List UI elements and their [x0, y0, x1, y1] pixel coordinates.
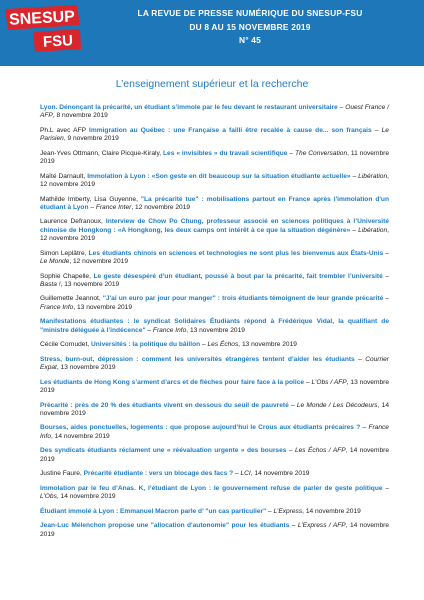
header-band	[0, 0, 424, 66]
press-entry: Ph.L avec AFP Immigration au Québec : une Française a failli être recalée à cause de... son français – Le Parisien, 9 novembre 2019	[40, 126, 389, 143]
entry-source: Ouest France / AFP	[40, 104, 389, 120]
article-link[interactable]: Des syndicats étudiants réclament une « réévaluation urgente » des bourses	[40, 447, 287, 455]
press-entry: Justine Faure, Précarité étudiante : vers un blocage des facs ? – LCI, 14 novembre 2019	[40, 470, 310, 478]
entry-date: , 13 novembre 2019	[186, 326, 245, 334]
entry-date: , 12 novembre 2019	[131, 203, 191, 211]
article-link[interactable]: Stress, burn-out, dépression : comment les universités étrangères tentent d’aider les étudiants	[40, 355, 355, 363]
press-entry: Stress, burn-out, dépression : comment les universités étrangères tentent d’aider les étudiants – Courrier Expat, 13 novembre 2019	[40, 355, 390, 372]
article-link[interactable]: Étudiant immolé à Lyon : Emmanuel Macron parle d’ "un cas particulier"	[40, 507, 267, 515]
entry-author: Laurence Defranoux,	[40, 218, 106, 226]
press-entry: Lyon. Dénonçant la précarité, un étudiant s’immole par le feu devant le restaurant universitaire – Ouest France / AFP, 8 novembre 2019	[40, 104, 389, 120]
snesup-fsu-logo	[3, 3, 83, 61]
entry-date: , 8 novembre 2019	[52, 112, 108, 120]
press-entry: Simon Leplâtre, Les étudiants chinois en sciences et technologies ne sont plus les bienvenus aux États-Unis – Le Monde, 12 novembre 2019	[40, 249, 390, 265]
entry-source: Le Monde	[40, 257, 70, 265]
entry-date: , 12 novembre 2019	[40, 226, 389, 243]
entry-source: Basta !	[40, 280, 61, 288]
entry-author: Maïté Darnault,	[40, 172, 88, 180]
entry-author: Guillemette Jeannot,	[40, 295, 103, 303]
entry-date: , 13 novembre 2019	[60, 280, 120, 288]
entry-author: Jean-Yves Ottmann, Claire Picque-Kiraly,	[40, 149, 164, 157]
logo-text-top: SNESUP	[8, 8, 76, 29]
entry-source: L’Express	[273, 507, 303, 515]
press-entry: Manifestations étudiantes : le syndicat Solidaires Étudiants répond à Frédérique Vidal, la qualifiant de "ministre déléguée à l’indécence" – France Info, 13 novembre 2019	[40, 318, 389, 334]
article-link[interactable]: Immolation à Lyon : «Son geste en dit beaucoup sur la situation étudiante actuelle»	[87, 172, 351, 180]
press-entry: Guillemette Jeannot, "J'ai un euro par jour pour manger" : trois étudiants témoignent de leur grande précarité – France Info, 13 novembre 2019	[40, 295, 390, 311]
article-link[interactable]: Les étudiants chinois en sciences et technologies ne sont plus les bienvenus aux États-Unis	[88, 249, 384, 257]
press-entry: Maïté Darnault, Immolation à Lyon : «Son geste en dit beaucoup sur la situation étudiante actuelle» – Libération, 12 novembre 2019	[40, 172, 389, 188]
entry-date: , 13 novembre 2019	[56, 364, 116, 372]
entry-date: , 12 novembre 2019	[40, 172, 389, 188]
entry-source: L’Express / AFP	[297, 522, 346, 530]
entry-date: , 14 novembre 2019	[56, 493, 116, 501]
press-entry: Des syndicats étudiants réclament une « réévaluation urgente » des bourses – Les Échos / AFP, 14 novembre 2019	[40, 447, 389, 463]
entry-source: The Conversation	[295, 149, 348, 157]
entry-date: , 14 novembre 2019	[40, 522, 390, 538]
entry-author: Ph.L avec AFP	[40, 126, 90, 134]
entry-date: , 9 novembre 2019	[63, 135, 119, 143]
article-link[interactable]: Immolation par le feu d’Anas. K, l’étudiant de Lyon : le gouvernement refuse de parler de geste politique	[40, 484, 383, 492]
header-title-line3: N° 45	[238, 35, 262, 45]
press-entry: Cécile Cornudet, Universités : la politique du bâillon – Les Échos, 13 novembre 2019	[40, 341, 297, 349]
entry-source: L’Obs / AFP	[311, 378, 347, 386]
entry-date: , 14 novembre 2019	[302, 507, 361, 515]
entry-date: , 12 novembre 2019	[69, 257, 128, 265]
entry-source: Les Échos / AFP	[294, 447, 346, 455]
press-entry: Laurence Defranoux, Interview de Chow Po Chung, professeur associé en sciences politiques à l’Université chinoise de Hongkong : «A Hongkong, les deux camps ont intérêt à ce que la situation dégénère» – Libération, 12 novembre 2019	[40, 218, 389, 243]
article-link[interactable]: Universités : la politique du bâillon	[90, 341, 201, 349]
logo-text-bottom: FSU	[42, 32, 74, 51]
entry-source: Libération	[358, 172, 388, 180]
entry-source: France Info	[152, 326, 187, 334]
article-link[interactable]: Précarité étudiante : vers un blocage des facs ?	[83, 470, 234, 478]
press-entry: Les étudiants de Hong Kong s’arment d’arcs et de flèches pour faire face à la police – L’Obs / AFP, 13 novembre 2019	[40, 378, 389, 394]
article-link[interactable]: Précarité : près de 20 % des étudiants vivent en dessous du seuil de pauvreté	[40, 401, 289, 409]
entry-date: , 14 novembre 2019	[40, 447, 389, 463]
entry-source: Libération	[358, 226, 388, 234]
entry-date: , 14 novembre 2019	[40, 401, 389, 417]
press-entry: Immolation par le feu d’Anas. K, l’étudiant de Lyon : le gouvernement refuse de parler de geste politique – L’Obs, 14 novembre 2019	[40, 484, 389, 501]
entry-source: France Info	[40, 303, 74, 311]
article-link[interactable]: Manifestations étudiantes : le syndicat Solidaires Étudiants répond à Frédérique Vidal, la qualifiant de "ministre déléguée à l’indécence"	[40, 318, 389, 334]
entry-author: Simon Leplâtre,	[40, 249, 89, 257]
entry-date: , 14 novembre 2019	[51, 432, 110, 440]
entry-date: , 13 novembre 2019	[40, 378, 389, 394]
entry-author: Justine Faure,	[40, 470, 84, 478]
header-title-line2: DU 8 AU 15 NOVEMBRE 2019	[189, 21, 311, 32]
entry-author: Mathilde Imberty, Lisa Guyenne,	[40, 195, 141, 203]
entry-source: France Info	[40, 424, 389, 440]
header-title	[84, 7, 416, 48]
press-entry: Précarité : près de 20 % des étudiants vivent en dessous du seuil de pauvreté – Le Monde / Les Décodeurs, 14 novembre 2019	[40, 401, 389, 417]
press-entry: Mathilde Imberty, Lisa Guyenne, "La précarité tue" : mobilisations partout en France après l'immolation d'un étudiant à Lyon – France Inter, 12 novembre 2019	[40, 195, 389, 211]
article-link[interactable]: Bourses, aides ponctuelles, logements : que propose aujourd’hui le Crous aux étudiants précaires ?	[40, 424, 361, 432]
article-link[interactable]: Jean-Luc Mélenchon propose une "allocation d'autonomie" pour les étudiants	[40, 522, 290, 530]
article-link[interactable]: Le geste désespéré d’un étudiant, poussé à bout par la précarité, fait trembler l’université	[93, 272, 383, 280]
article-link[interactable]: "La précarité tue" : mobilisations partout en France après l'immolation d'un étudiant à Lyon	[40, 195, 389, 211]
entry-source: Courrier Expat	[40, 355, 390, 372]
header-title-line1: LA REVUE DE PRESSE NUMÉRIQUE DU SNESUP-FSU	[137, 8, 363, 18]
entry-date: , 13 novembre 2019	[238, 341, 297, 349]
press-list	[40, 104, 389, 545]
press-entry: Bourses, aides ponctuelles, logements : que propose aujourd’hui le Crous aux étudiants précaires ? – France Info, 14 novembre 2019	[40, 424, 389, 440]
entry-source: LCI	[240, 470, 251, 478]
entry-source: L’Obs	[40, 493, 57, 501]
article-link[interactable]: Interview de Chow Po Chung, professeur associé en sciences politiques à l’Université chinoise de Hongkong : «A Hongkong, les deux camps ont intérêt à ce que la situation dégénère»	[40, 218, 389, 234]
entry-date: , 14 novembre 2019	[250, 470, 310, 478]
entry-author: Cécile Cornudet,	[40, 341, 91, 349]
press-entry: Jean-Luc Mélenchon propose une "allocation d'autonomie" pour les étudiants – L’Express / AFP, 14 novembre 2019	[40, 522, 390, 538]
entry-author: Sophie Chapelle,	[40, 272, 94, 280]
article-link[interactable]: Les « invisibles » du travail scientifique	[163, 149, 288, 157]
section-title: L’enseignement supérieur et la recherche	[115, 78, 309, 90]
article-link[interactable]: Les étudiants de Hong Kong s’arment d’arcs et de flèches pour faire face à la police	[40, 378, 305, 386]
entry-date: , 11 novembre 2019	[40, 149, 389, 166]
press-entry: Sophie Chapelle, Le geste désespéré d’un étudiant, poussé à bout par la précarité, fait trembler l’université – Basta !, 13 novembre 2019	[40, 272, 389, 288]
press-entry: Jean-Yves Ottmann, Claire Picque-Kiraly, Les « invisibles » du travail scientifique – The Conversation, 11 novembre 2019	[40, 149, 389, 166]
entry-source: Le Parisien	[40, 126, 389, 143]
article-link[interactable]: "J'ai un euro par jour pour manger" : trois étudiants témoignent de leur grande précarité	[102, 295, 384, 303]
article-link[interactable]: Lyon. Dénonçant la précarité, un étudiant s’immole par le feu devant le restaurant universitaire	[40, 104, 338, 111]
entry-source: Le Monde / Les Décodeurs	[296, 401, 378, 409]
entry-source: France Inter	[95, 203, 132, 211]
entry-date: , 13 novembre 2019	[73, 303, 133, 311]
article-link[interactable]: Immigration au Québec : une Française a failli être recalée à cause de... son français	[89, 126, 372, 134]
press-entry: Étudiant immolé à Lyon : Emmanuel Macron parle d’ "un cas particulier" – L’Express, 14 novembre 2019	[40, 507, 361, 515]
entry-source: Les Échos	[207, 341, 239, 349]
